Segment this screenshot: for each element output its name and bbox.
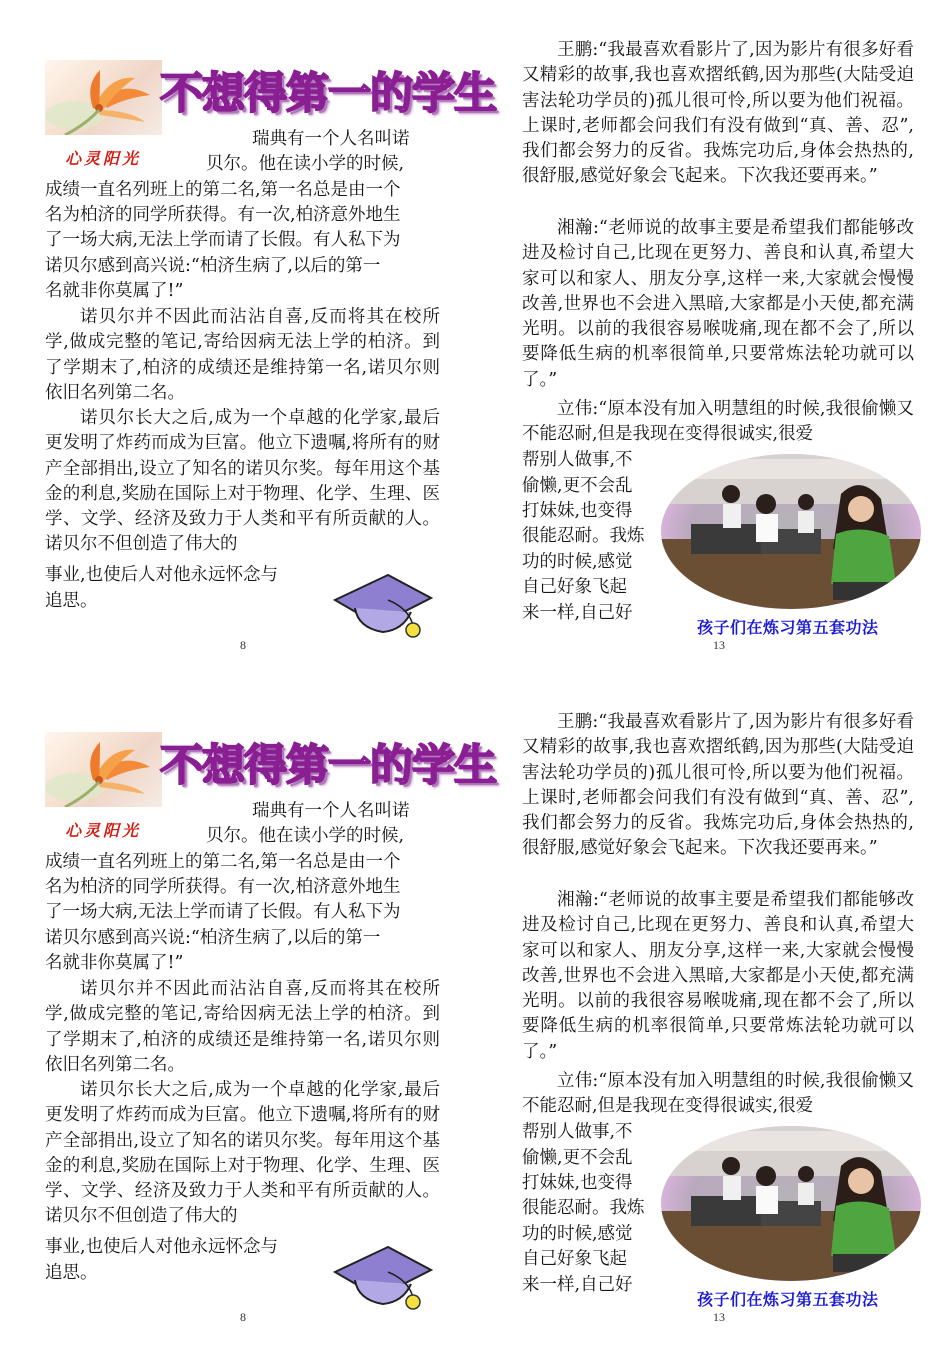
body-paragraph: 王鹏:“我最喜欢看影片了,因为影片有很多好看又精彩的故事,我也喜欢摺纸鹤,因为那些(大陆受迫害法轮功学员的)孤儿很可怜,所以要为他们祝福。上课时,老师都会问我们有没有做到“真、善、忍”,我们都会努力的反省。我炼完功后,身体会热热的,很舒服,感觉好象会飞起来。下次我还要再来。” <box>522 712 914 859</box>
column-tag: 心灵阳光 <box>65 821 142 840</box>
body-paragraph: 湘瀚:“老师说的故事主要是希望我们都能够改进及检讨自己,比现在更努力、善良和认真,希望大家可以和家人、朋友分享,这样一来,大家就会慢慢改善,世界也不会进入黑暗,大家都是小天使,都充满光明。以前的我很容易喉咙痛,现在都不会了,所以要降低生病的机率很简单,只要常炼法轮功就可以了。” <box>522 218 914 390</box>
body-line: 贝尔。他在读小学的时候, <box>206 826 405 846</box>
right-page-top <box>475 0 950 672</box>
body-line: 名就非你莫属了!” <box>45 281 184 301</box>
body-line: 自己好象飞起 <box>522 1249 627 1269</box>
page-number: 8 <box>240 1310 246 1324</box>
graduation-cap-icon <box>333 570 433 642</box>
body-line: 贝尔。他在读小学的时候, <box>206 154 405 174</box>
body-line: 很能忍耐。我炼 <box>522 1198 645 1218</box>
body-line: 偷懒,更不会乱 <box>522 476 633 496</box>
body-line: 事业,也使后人对他永远怀念与 <box>45 565 279 585</box>
body-line: 来一样,自己好 <box>522 1275 633 1295</box>
body-line: 追思。 <box>45 1263 98 1283</box>
photo-caption: 孩子们在炼习第五套功法 <box>697 1290 879 1309</box>
body-paragraph: 立伟:“原本没有加入明慧组的时候,我很偷懒又不能忍耐,但是我现在变得很诚实,很爱 <box>522 399 914 445</box>
body-line: 名就非你莫属了!” <box>45 953 184 973</box>
page-number: 8 <box>240 638 246 652</box>
graduation-cap-icon <box>333 1242 433 1314</box>
photo-caption: 孩子们在炼习第五套功法 <box>697 618 879 637</box>
body-line: 打妹妹,也变得 <box>522 1173 633 1193</box>
article-title: 不想得第一的学生 <box>160 741 496 791</box>
body-line: 功的时候,感觉 <box>522 552 633 572</box>
body-paragraph: 湘瀚:“老师说的故事主要是希望我们都能够改进及检讨自己,比现在更努力、善良和认真,希望大家可以和家人、朋友分享,这样一来,大家就会慢慢改善,世界也不会进入黑暗,大家都是小天使,都充满光明。以前的我很容易喉咙痛,现在都不会了,所以要降低生病的机率很简单,只要常炼法轮功就可以了。” <box>522 890 914 1062</box>
body-line: 帮别人做事,不 <box>522 450 633 470</box>
body-paragraph: 诺贝尔长大之后,成为一个卓越的化学家,最后更发明了炸药而成为巨富。他立下遗嘱,将所有的财产全部捐出,设立了知名的诺贝尔奖。每年用这个基金的利息,奖励在国际上对于物理、化学、生理、医学、文学、经济及致力于人类和平有所贡献的人。诺贝尔不但创造了伟大的 <box>45 408 440 555</box>
classroom-photo <box>661 1126 921 1281</box>
classroom-photo <box>661 454 921 609</box>
body-paragraph: 王鹏:“我最喜欢看影片了,因为影片有很多好看又精彩的故事,我也喜欢摺纸鹤,因为那些(大陆受迫害法轮功学员的)孤儿很可怜,所以要为他们祝福。上课时,老师都会问我们有没有做到“真、善、忍”,我们都会努力的反省。我炼完功后,身体会热热的,很舒服,感觉好象会飞起来。下次我还要再来。” <box>522 40 914 187</box>
body-line: 诺贝尔感到高兴说:“柏济生病了,以后的第一 <box>45 256 381 276</box>
body-line: 很能忍耐。我炼 <box>522 526 645 546</box>
body-line: 成绩一直名列班上的第二名,第一名总是由一个 <box>45 180 401 200</box>
flower-banner-image <box>45 732 162 807</box>
body-paragraph: 诺贝尔长大之后,成为一个卓越的化学家,最后更发明了炸药而成为巨富。他立下遗嘱,将所有的财产全部捐出,设立了知名的诺贝尔奖。每年用这个基金的利息,奖励在国际上对于物理、化学、生理、医学、文学、经济及致力于人类和平有所贡献的人。诺贝尔不但创造了伟大的 <box>45 1080 440 1227</box>
body-line: 名为柏济的同学所获得。有一次,柏济意外地生 <box>45 205 401 225</box>
body-line: 自己好象飞起 <box>522 577 627 597</box>
body-line: 帮别人做事,不 <box>522 1122 633 1142</box>
body-paragraph: 诺贝尔并不因此而沾沾自喜,反而将其在校所学,做成完整的笔记,寄给因病无法上学的柏济。到了学期末了,柏济的成绩还是维持第一名,诺贝尔则依旧名列第二名。 <box>45 979 440 1075</box>
body-line: 名为柏济的同学所获得。有一次,柏济意外地生 <box>45 877 401 897</box>
column-tag: 心灵阳光 <box>65 149 142 168</box>
body-line: 瑞典有一个人名叫诺 <box>252 129 410 149</box>
body-line: 功的时候,感觉 <box>522 1224 633 1244</box>
body-paragraph: 立伟:“原本没有加入明慧组的时候,我很偷懒又不能忍耐,但是我现在变得很诚实,很爱 <box>522 1071 914 1117</box>
body-line: 了一场大病,无法上学而请了长假。有人私下为 <box>45 902 401 922</box>
right-page-bottom <box>475 672 950 1345</box>
body-paragraph: 诺贝尔并不因此而沾沾自喜,反而将其在校所学,做成完整的笔记,寄给因病无法上学的柏济。到了学期末了,柏济的成绩还是维持第一名,诺贝尔则依旧名列第二名。 <box>45 307 440 403</box>
article-title: 不想得第一的学生 <box>160 69 496 119</box>
body-line: 诺贝尔感到高兴说:“柏济生病了,以后的第一 <box>45 928 381 948</box>
body-line: 成绩一直名列班上的第二名,第一名总是由一个 <box>45 852 401 872</box>
body-line: 瑞典有一个人名叫诺 <box>252 801 410 821</box>
body-line: 打妹妹,也变得 <box>522 501 633 521</box>
body-line: 来一样,自己好 <box>522 603 633 623</box>
body-line: 了一场大病,无法上学而请了长假。有人私下为 <box>45 230 401 250</box>
page-number: 13 <box>713 1310 725 1324</box>
body-line: 偷懒,更不会乱 <box>522 1148 633 1168</box>
body-line: 事业,也使后人对他永远怀念与 <box>45 1237 279 1257</box>
flower-banner-image <box>45 60 162 135</box>
page-number: 13 <box>713 638 725 652</box>
left-page-top <box>0 0 496 672</box>
left-page-bottom <box>0 672 496 1345</box>
body-line: 追思。 <box>45 591 98 611</box>
